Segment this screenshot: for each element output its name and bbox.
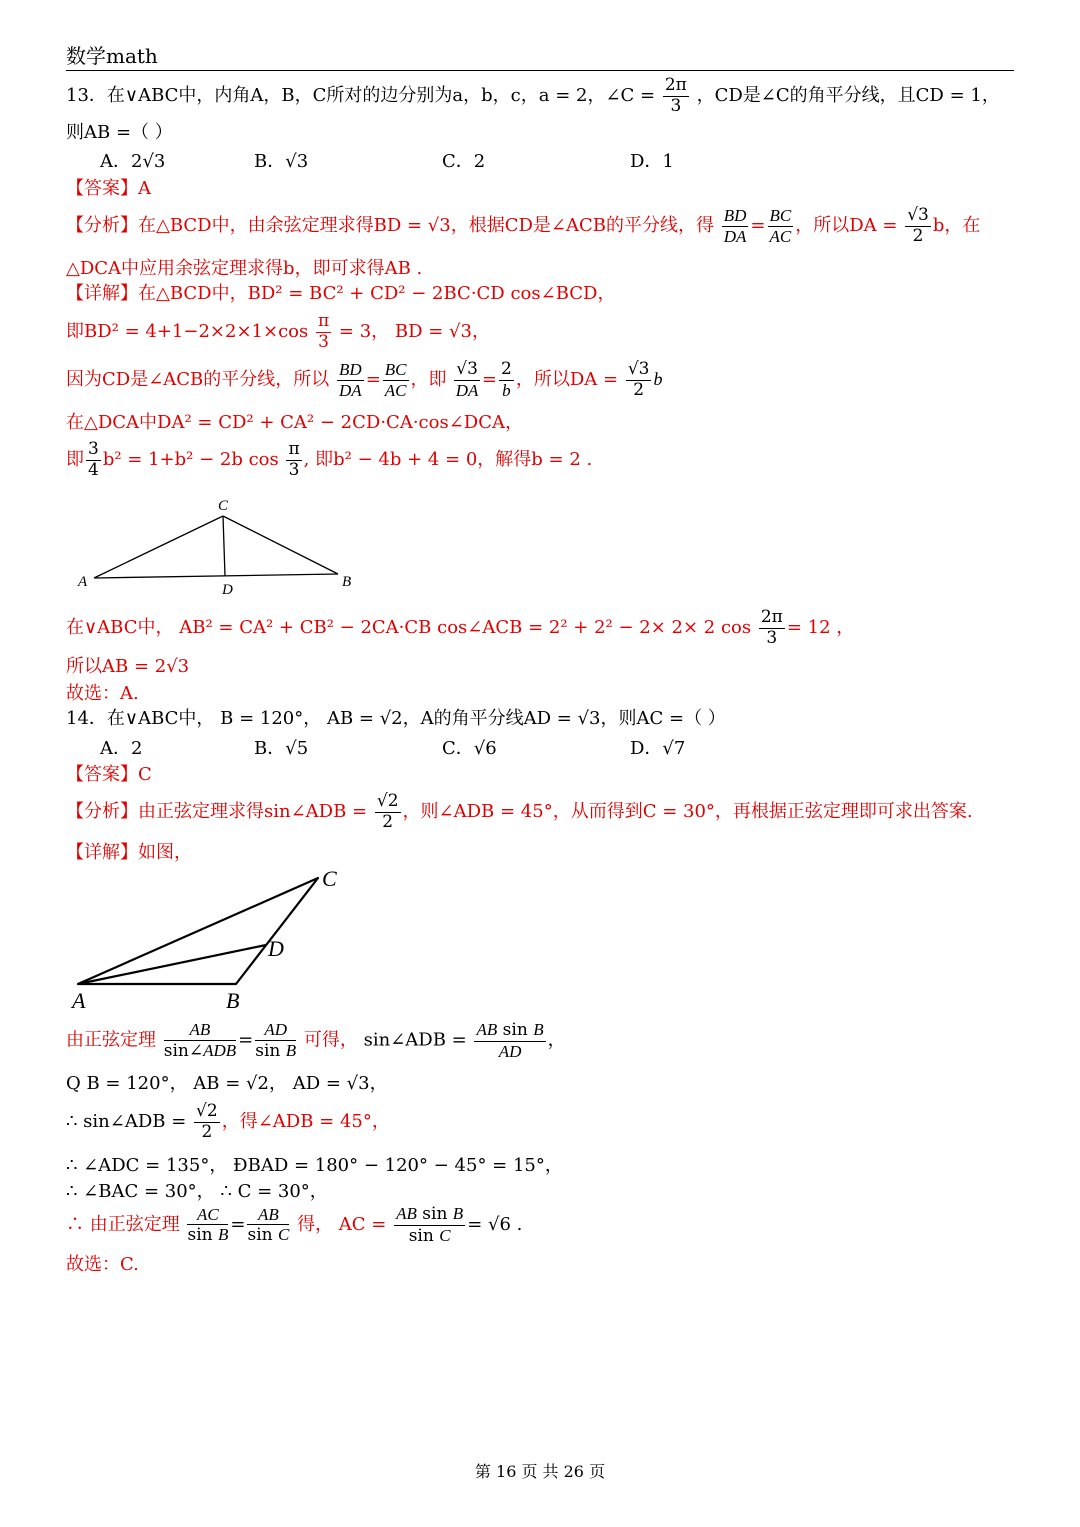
q14-absinb-ad-fraction: $\frac{\text{AB sin B}}{AD}$ — [476, 1020, 544, 1061]
q13-stem-line1 — [66, 76, 1000, 116]
q14-d2d: ， — [547, 1029, 566, 1051]
q14-triangle-figure — [66, 862, 356, 1012]
q14-ab-sinc-fraction: $\frac{AB}{\text{sin C}}$ — [247, 1204, 290, 1246]
q13-detail-3c: ，所以DA = — [515, 369, 619, 391]
q13-label-a: A — [78, 574, 88, 590]
q13-option-c: C．2 — [442, 151, 486, 172]
q13-side-cb — [223, 516, 338, 574]
q13-bisector-cd — [223, 516, 225, 576]
q14-d2b: 可得， — [303, 1029, 358, 1051]
q13-detail-5c: , 即b² − 4b + 4 = 0，解得b = 2 . — [303, 449, 593, 471]
q13-3-4-fraction: $\frac{3}{4}$ — [88, 439, 99, 480]
q13-detail-2b: = 3， BD = √3， — [338, 321, 490, 343]
q13-detail-5a: 即 — [66, 449, 84, 471]
q13-bd-da-fraction: $\frac{BD}{DA}$ — [723, 206, 747, 246]
q14-d4a: ∴ sin∠ADB = — [66, 1111, 187, 1133]
q14-option-d: D．√7 — [630, 738, 686, 759]
q14-bisector-ad — [78, 945, 266, 984]
q14-label-a: A — [72, 988, 86, 1012]
q14-d2a: 由正弦定理 — [66, 1029, 156, 1051]
q13-analysis-line1: 【分析】在△BCD中，由余弦定理求得BD = √3，根据CD是∠ACB的平分线，得 $\frac{BD}{DA}$ = $\frac{BC}{AC}$ ，所以DA = $\frac{√3}{2}$ b，在 — [66, 205, 981, 246]
q13-stem-line2: 则AB =（ ） — [66, 122, 173, 143]
q14-detail-line2: 由正弦定理 $\frac{AB}{\text{sin∠ADB}}$ = $\frac{AD}{\text{sin B}}$ 可得， sin∠ADB = $\frac{\text{AB sin B}}{AD}$ ， — [66, 1020, 566, 1061]
q13-detail-3a: 因为CD是∠ACB的平分线，所以 — [66, 369, 330, 391]
q13-detail-1: 在△BCD中，BD² = BC² + CD² − 2BC·CD cos∠BCD， — [138, 283, 616, 304]
q13-pi-3-fraction-2: $\frac{\pi}{3}$ — [288, 439, 300, 480]
q13-sqrt3-da-fraction: $\frac{√3}{DA}$ — [455, 359, 479, 400]
q14-stem: 14．在∨ABC中， B = 120°， AB = √2，A的角平分线AD = √3，则AC =（ ） — [66, 708, 726, 729]
q13-detail-label: 【详解】 — [66, 283, 138, 304]
q13-stem-b: ，CD是∠C的角平分线，且CD = 1， — [696, 85, 1000, 107]
q13-side-ac — [94, 516, 223, 578]
q13-detail-line4: 在△DCA中DA² = CD² + CA² − 2CD·CA·cos∠DCA， — [66, 412, 523, 433]
page-footer-number: 第 16 页 共 26 页 — [474, 1462, 606, 1481]
q14-option-b: B．√5 — [254, 738, 309, 759]
q13-option-d: D．1 — [630, 151, 674, 172]
q13-detail-2a: 即BD² = 4+1−2×2×1×cos — [66, 321, 309, 343]
q14-answer: 【答案】C — [66, 764, 152, 785]
q14-sqrt2-2-fraction: $\frac{√2}{2}$ — [376, 791, 399, 832]
q13-detail-line3: 因为CD是∠ACB的平分线，所以 $\frac{BD}{DA}$ = $\frac{BC}{AC}$ ，即 $\frac{√3}{DA}$ = $\frac{2}{b}$ ，所以DA = $\frac{√3}{2}$ b — [66, 359, 663, 400]
q13-sqrt3-over-2-fraction: $\frac{√3}{2}$ — [907, 205, 929, 246]
q14-detail-line5: ∴ ∠ADC = 135°， ÐBAD = 180° − 120° − 45° = 15°， — [66, 1155, 563, 1176]
q14-d7c: = √6 . — [467, 1214, 523, 1236]
q13-2pi-3-fraction: $\frac{2\pi}{3}$ — [760, 607, 783, 648]
q13-detail-6b: = 12 ， — [786, 617, 855, 639]
q13-label-c: C — [218, 498, 229, 514]
page-header-title: 数学math — [66, 44, 158, 68]
header-divider — [66, 70, 1014, 71]
q13-detail-line6 — [66, 608, 854, 648]
q13-answer: 【答案】A — [66, 178, 151, 199]
q13-detail-3b: ，即 — [410, 369, 447, 391]
q13-detail-5b: b² = 1+b² − 2b cos — [102, 449, 279, 471]
q14-detail-line4 — [66, 1102, 390, 1142]
q13-analysis-3: b，在 — [932, 215, 981, 237]
q13-angle-fraction — [663, 76, 689, 116]
q13-bc-ac-fraction-2: $\frac{BC}{AC}$ — [384, 360, 407, 400]
q13-bd-da-fraction-2: $\frac{BD}{DA}$ — [339, 360, 362, 400]
q13-detail-line7: 所以AB = 2√3 — [66, 656, 190, 677]
q13-detail-line2 — [66, 312, 490, 352]
q13-sqrt3-2-fraction-2: $\frac{√3}{2}$ — [627, 359, 650, 400]
q14-detail-line6: ∴ ∠BAC = 30°， ∴ C = 30°， — [66, 1181, 328, 1202]
q14-analysis-b: ，则∠ADB = 45°，从而得到C = 30°，再根据正弦定理即可求出答案. — [402, 801, 973, 823]
q14-detail-line1 — [66, 842, 192, 864]
q13-pi-over-3-fraction: $\frac{\pi}{3}$ — [317, 311, 330, 352]
q14-sqrt2-2-fraction-2: $\frac{√2}{2}$ — [196, 1101, 218, 1142]
q14-detail-line7: ∴ 由正弦定理 $\frac{AC}{\text{sin B}}$ = $\frac{AB}{\text{sin C}}$ 得， AC = $\frac{\text{AB sin B}}{\text{sin C}}$ = √6 . — [66, 1204, 523, 1246]
q14-analysis-a: 由正弦定理求得sin∠ADB = — [138, 801, 368, 823]
q14-option-a: A．2 — [100, 738, 143, 759]
q14-conclusion: 故选：C. — [66, 1254, 139, 1275]
q14-ac-sinb-fraction: $\frac{AC}{\text{sin B}}$ — [187, 1204, 229, 1246]
q14-d7b: 得， AC = — [297, 1214, 387, 1236]
q14-option-c: C．√6 — [442, 738, 497, 759]
q14-label-b: B — [226, 988, 240, 1012]
q13-detail-6a: 在∨ABC中， AB² = CA² + CB² − 2CA·CB cos∠ACB = 2² + 2² − 2× 2× 2 cos — [66, 617, 752, 639]
q14-absinb-sinc-fraction: $\frac{\text{AB sin B}}{\text{sin C}}$ — [396, 1204, 464, 1246]
q13-bc-ac-fraction: $\frac{BC}{AC}$ — [769, 206, 792, 246]
q14-d2c: sin∠ADB = — [363, 1029, 467, 1051]
q14-analysis-label: 【分析】 — [66, 801, 138, 823]
q13-label-b: B — [342, 574, 352, 590]
q13-side-ab — [94, 574, 338, 578]
q14-ab-sin-adb-fraction: $\frac{AB}{\text{sin∠ADB}}$ — [163, 1020, 237, 1061]
q13-analysis-label: 【分析】 — [66, 215, 138, 237]
q13-analysis-2: ，所以DA = — [795, 215, 898, 237]
q14-detail-1: 如图， — [138, 842, 192, 863]
q13-triangle-figure — [70, 492, 370, 602]
q13-analysis-1: 在△BCD中，由余弦定理求得BD = √3，根据CD是∠ACB的平分线，得 — [138, 215, 714, 237]
q13-conclusion: 故选：A. — [66, 683, 139, 704]
q13-detail-line5 — [66, 440, 592, 480]
q14-d4b: ，得∠ADB = 45°， — [221, 1111, 390, 1133]
q13-detail-line1 — [66, 283, 615, 305]
q14-detail-label: 【详解】 — [66, 842, 138, 863]
q14-label-c: C — [322, 866, 337, 891]
q13-analysis-line2: △DCA中应用余弦定理求得b，即可求得AB . — [66, 258, 423, 279]
q13-label-d: D — [222, 582, 233, 598]
q14-ad-sinb-fraction: $\frac{AD}{\text{sin B}}$ — [255, 1020, 297, 1061]
q14-analysis-line — [66, 792, 973, 832]
q14-detail-line3: Q B = 120°， AB = √2， AD = √3， — [66, 1073, 388, 1094]
q13-2-b-fraction: $\frac{2}{b}$ — [501, 359, 512, 400]
q13-option-b: B．√3 — [254, 151, 309, 172]
q14-triangle-abc — [78, 878, 318, 984]
q13-angle-num: 2π — [664, 75, 687, 95]
q13-stem-a: 13．在∨ABC中，内角A，B，C所对的边分别为a，b，c，a = 2，∠C = — [66, 85, 656, 107]
q13-angle-den: 3 — [670, 95, 682, 116]
q14-d7a: ∴ 由正弦定理 — [66, 1214, 180, 1236]
q14-label-d: D — [268, 936, 284, 961]
q13-option-a: A．2√3 — [100, 151, 166, 172]
